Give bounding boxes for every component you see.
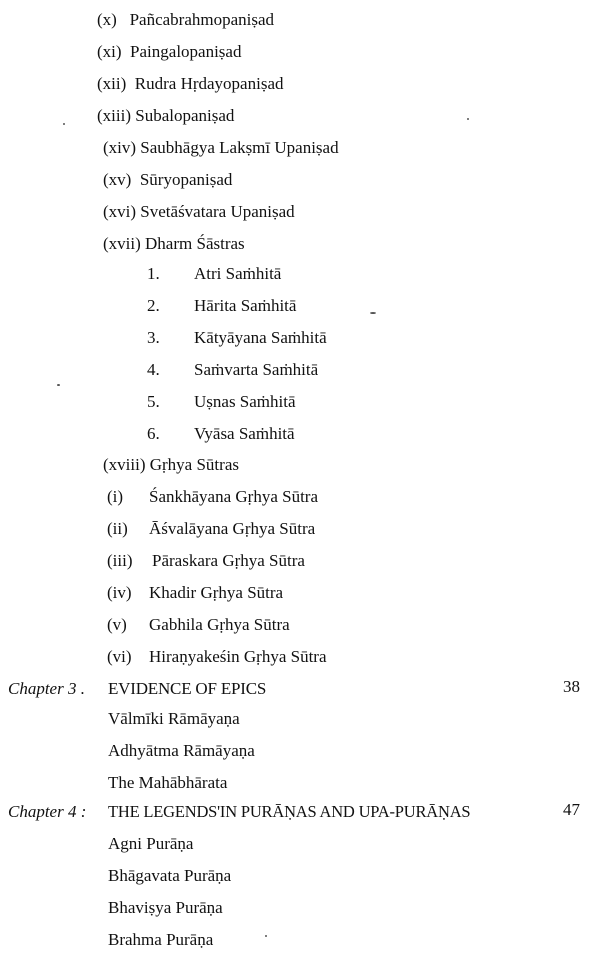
toc-entry-upanishad — [97, 10, 274, 30]
entry-number: (x) — [97, 10, 117, 29]
sutra-title: Pāraskara Gṛhya Sūtra — [152, 551, 305, 570]
samhita-title: Saṁvarta Saṁhitā — [194, 360, 319, 379]
toc-entry-upanishad — [97, 42, 241, 62]
scan-speck — [467, 118, 469, 120]
entry-number: (xiii) — [97, 106, 131, 125]
entry-title: Subalopaniṣad — [135, 106, 235, 125]
entry-number: (xvi) — [103, 202, 137, 221]
sutra-title: Khadir Gṛhya Sūtra — [149, 583, 284, 602]
entry-number: (xi) — [97, 42, 122, 61]
sutra-number: (v) — [107, 615, 127, 634]
samhita-number: 6. — [147, 424, 160, 443]
samhita-number: 3. — [147, 328, 160, 347]
toc-entry-upanishad — [103, 138, 339, 158]
entry-title: Paingalopaniṣad — [130, 42, 242, 61]
samhita-title: Vyāsa Saṁhitā — [194, 424, 295, 443]
sutra-title: Hiraṇyakeśin Gṛhya Sūtra — [149, 647, 327, 666]
scan-speck — [57, 384, 60, 386]
sutra-number: (ii) — [107, 519, 128, 538]
toc-entry-upanishad — [103, 170, 232, 190]
sutra-number: (vi) — [107, 647, 132, 666]
chapter-4-item: Bhāgavata Purāṇa — [108, 866, 232, 885]
chapter-4-item: Agni Purāṇa — [108, 834, 194, 853]
samhita-title: Atri Saṁhitā — [194, 264, 282, 283]
entry-number: (xiv) — [103, 138, 137, 157]
samhita-number: 5. — [147, 392, 160, 411]
scan-speck — [265, 935, 267, 937]
toc-entry-upanishad — [103, 234, 245, 254]
entry-title: Saubhāgya Lakṣmī Upaniṣad — [140, 138, 339, 157]
chapter-3-title: EVIDENCE OF EPICS — [108, 679, 267, 698]
entry-number: (xvii) — [103, 234, 141, 253]
toc-entry-upanishad — [103, 202, 295, 222]
entry-number: (xii) — [97, 74, 127, 93]
chapter-4-title: THE LEGENDS'IN PURĀṆAS AND UPA-PURĀṆAS — [108, 802, 471, 821]
sutra-number: (iv) — [107, 583, 132, 602]
entry-title: Rudra Hṛdayopaniṣad — [134, 74, 284, 93]
sutra-title: Āśvalāyana Gṛhya Sūtra — [149, 519, 316, 538]
sutra-title: Śankhāyana Gṛhya Sūtra — [149, 487, 319, 506]
samhita-title: Uṣnas Saṁhitā — [194, 392, 296, 411]
toc-entry-upanishad — [97, 106, 234, 126]
grhya-heading: (xviii) Gṛhya Sūtras — [103, 455, 239, 474]
chapter-3-label: Chapter 3 . — [8, 679, 85, 698]
chapter-4-page-number: 47 — [563, 800, 580, 819]
scan-speck — [370, 312, 376, 314]
entry-title: Svetāśvatara Upaniṣad — [140, 202, 295, 221]
entry-title: Sūryopaniṣad — [139, 170, 233, 189]
chapter-3-page-number: 38 — [563, 677, 580, 696]
entry-title: Pañcabrahmopaniṣad — [129, 10, 275, 29]
sutra-number: (iii) — [107, 551, 133, 570]
toc-entry-upanishad — [97, 74, 284, 94]
chapter-3-item: Adhyātma Rāmāyaṇa — [108, 741, 255, 760]
sutra-title: Gabhila Gṛhya Sūtra — [149, 615, 290, 634]
chapter-4-label: Chapter 4 : — [8, 802, 87, 821]
entry-number: (xv) — [103, 170, 132, 189]
chapter-4-item: Brahma Purāṇa — [108, 930, 214, 949]
samhita-number: 2. — [147, 296, 160, 315]
samhita-title: Hārita Saṁhitā — [194, 296, 297, 315]
chapter-3-item: Vālmīki Rāmāyaṇa — [108, 709, 240, 728]
samhita-number: 4. — [147, 360, 160, 379]
sutra-number: (i) — [107, 487, 124, 506]
chapter-4-item: Bhaviṣya Purāṇa — [108, 898, 223, 917]
samhita-number: 1. — [147, 264, 160, 283]
scan-speck — [63, 123, 65, 125]
samhita-title: Kātyāyana Saṁhitā — [194, 328, 327, 347]
chapter-3-item: The Mahābhārata — [108, 773, 228, 792]
entry-title: Dharm Śāstras — [145, 234, 245, 253]
